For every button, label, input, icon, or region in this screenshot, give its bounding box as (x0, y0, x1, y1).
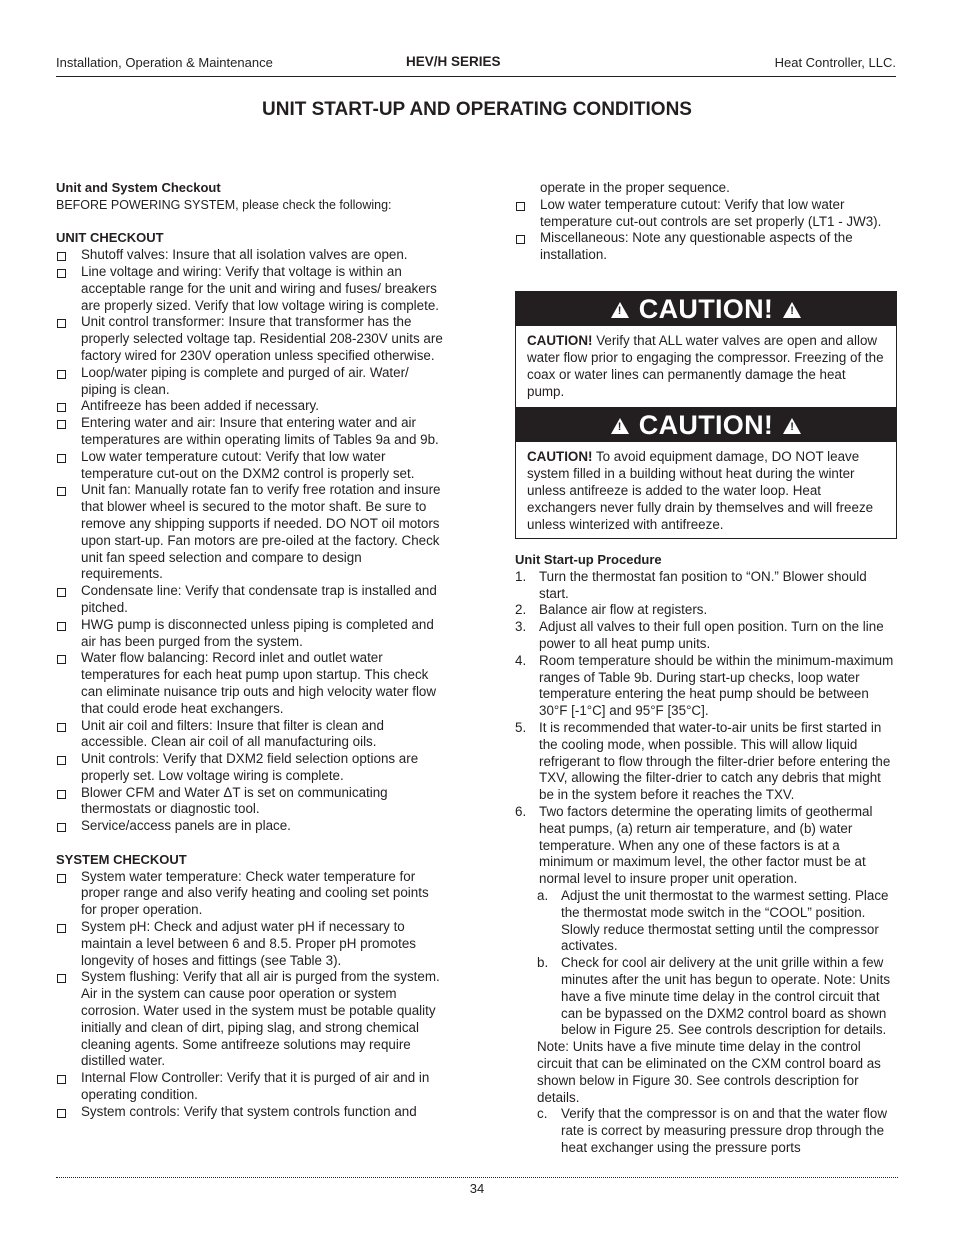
footer-rule (56, 1177, 898, 1178)
checklist-item: System flushing: Verify that all air is purged from the system. Air in the system can cause poor operation or system corrosion. Water used in the system must be potable quality initially and clean of dirt, piping slag, and strong chemical cleaning agents. Some antifreeze solutions may require distilled water. (56, 969, 444, 1070)
caution-lead: CAUTION! (527, 449, 593, 464)
caution-box (515, 407, 897, 539)
right-column-procedure (515, 552, 896, 1157)
caution-banner (516, 292, 896, 326)
caution-lead: CAUTION! (527, 333, 593, 348)
header-left: Installation, Operation & Maintenance (56, 55, 273, 70)
page-title: UNIT START-UP AND OPERATING CONDITIONS (262, 99, 692, 120)
checklist-item: Water flow balancing: Record inlet and outlet water temperatures for each heat pump upon startup. This check can eliminate nuisance trip outs and high velocity water flow that could erode heat exchangers. (56, 650, 444, 717)
left-column (56, 180, 444, 1121)
procedure-step: 2. Balance air flow at registers. (515, 602, 708, 618)
checklist-item: Low water temperature cutout: Verify that low water temperature cut-out on the DXM2 control is properly set. (56, 449, 444, 483)
page-number: 34 (469, 1181, 485, 1196)
checklist-item: Unit fan: Manually rotate fan to verify free rotation and insure that blower wheel is secured to the motor shaft. Be sure to remove any shipping supports if needed. DO NOT oil motors upon start-up. Fan motors are pre-oiled at the factory. Check unit fan speed selection and compare to design requirements. (56, 482, 444, 583)
system-checkout-list-cont (515, 197, 896, 264)
procedure-heading: Unit Start-up Procedure (515, 552, 662, 567)
checklist-item: Loop/water piping is complete and purged of air. Water/ piping is clean. (56, 365, 444, 399)
caution-banner (516, 408, 896, 442)
caution-banner-text: CAUTION! (638, 409, 774, 440)
unit-checkout-heading: UNIT CHECKOUT (56, 230, 164, 246)
warning-triangle-icon (783, 418, 801, 434)
system-checkout-list (56, 869, 444, 1121)
warning-triangle-icon (611, 418, 629, 434)
caution-box (515, 291, 897, 408)
checkout-heading: Unit and System Checkout (56, 180, 221, 195)
checklist-item: Unit controls: Verify that DXM2 field selection options are properly set. Low voltage wiring is complete. (56, 751, 444, 785)
checklist-item: System controls: Verify that system controls function and (56, 1104, 444, 1121)
warning-triangle-icon (611, 302, 629, 318)
checklist-item: Service/access panels are in place. (56, 818, 444, 835)
caution-banner-text: CAUTION! (638, 293, 774, 324)
header-center: HEV/H SERIES (406, 54, 501, 69)
checklist-item: Antifreeze has been added if necessary. (56, 398, 444, 415)
procedure-steps (515, 569, 896, 888)
procedure-substeps (515, 1106, 896, 1156)
checklist-item: System water temperature: Check water temperature for proper range and also verify heating and cooling set points for proper operation. (56, 869, 444, 919)
checklist-item: Low water temperature cutout: Verify that low water temperature cut-out controls are set properly (LT1 - JW3). (515, 197, 896, 231)
procedure-substep: c. Verify that the compressor is on and that the water flow rate is correct by measuring pressure drop through the heat exchanger using the pressure ports (537, 1106, 888, 1155)
unit-checkout-list (56, 247, 444, 835)
checklist-item: System pH: Check and adjust water pH if necessary to maintain a level between 6 and 8.5. Proper pH promotes longevity of hoses and fittings (see Table 3). (56, 919, 444, 969)
checklist-item: Shutoff valves: Insure that all isolation valves are open. (56, 247, 444, 264)
checklist-item: Blower CFM and Water ΔT is set on communicating thermostats or diagnostic tool. (56, 785, 444, 819)
procedure-substeps (515, 888, 896, 1039)
caution-body: To avoid equipment damage, DO NOT leave system filled in a building without heat during the winter unless antifreeze is added to the water loop. Heat exchangers never fully drain by themselves and will freeze unless winterized with antifreeze. (527, 449, 874, 532)
checklist-item: Line voltage and wiring: Verify that voltage is within an acceptable range for the unit and wiring and fuses/ breakers are properly sized. Verify that low voltage wiring is complete. (56, 264, 444, 314)
checklist-item: Internal Flow Controller: Verify that it is purged of air and in operating condition. (56, 1070, 444, 1104)
procedure-step: 1. Turn the thermostat fan position to “ON.” Blower should start. (515, 568, 867, 601)
continuation-text: operate in the proper sequence. (540, 180, 730, 195)
page-header (56, 52, 896, 77)
header-right: Heat Controller, LLC. (774, 55, 896, 70)
checklist-item: Miscellaneous: Note any questionable aspects of the installation. (515, 230, 896, 264)
procedure-step: 5. It is recommended that water-to-air units be first started in the cooling mode, when possible. This will allow liquid refrigerant to flow through the filter-drier before entering the TXV, allowing the filter-drier to catch any debris that might be in the system before it reaches the TXV. (515, 719, 891, 803)
procedure-substep: a. Adjust the unit thermostat to the warmest setting. Place the thermostat mode switch in the “COOL” position. Slowly reduce thermostat setting until the compressor activates. (537, 887, 889, 954)
system-checkout-heading: SYSTEM CHECKOUT (56, 851, 187, 867)
checklist-item: Entering water and air: Insure that entering water and air temperatures are within operating limits of Tables 9a and 9b. (56, 415, 444, 449)
procedure-step: 3. Adjust all valves to their full open position. Turn on the line power to all heat pump units. (515, 619, 884, 651)
checklist-item: Unit air coil and filters: Insure that filter is clean and accessible. Clean air coil of all manufacturing oils. (56, 718, 444, 752)
procedure-step: 6. Two factors determine the operating limits of geothermal heat pumps, (a) return air temperature, and (b) water temperature. When any one of these factors is at a minimum or maximum level, the other factor must be at normal level to insure proper unit operation. (515, 803, 873, 887)
caution-text (516, 442, 896, 539)
caution-body: Verify that ALL water valves are open and allow water flow prior to engaging the compressor. Freezing of the coax or water lines can permanently damage the heat pump. (527, 333, 884, 399)
caution-text (516, 326, 896, 406)
checkout-intro: BEFORE POWERING SYSTEM, please check the following: (56, 197, 392, 212)
procedure-substep: b. Check for cool air delivery at the unit grille within a few minutes after the unit has begun to operate. Note: Units have a five minute time delay in the control circuit that can be bypassed on the DXM2 control board as shown below in Figure 25. See controls description for details. (537, 955, 891, 1038)
right-column-top (515, 180, 896, 280)
checklist-item: Condensate line: Verify that condensate trap is installed and pitched. (56, 583, 444, 617)
warning-triangle-icon (783, 302, 801, 318)
procedure-step: 4. Room temperature should be within the minimum-maximum ranges of Table 9b. During start-up checks, loop water temperature entering the heat pump should be between 30°F [-1°C] and 95°F [35°C]. (515, 652, 894, 719)
checklist-item: HWG pump is disconnected unless piping is completed and air has been purged from the system. (56, 617, 444, 651)
procedure-note: Note: Units have a five minute time delay in the control circuit that can be eliminated on the CXM control board as shown below in Figure 30. See controls description for details. (537, 1039, 881, 1105)
checklist-item: Unit control transformer: Insure that transformer has the properly selected voltage tap. Residential 208-230V units are factory wired for 230V operation unless specified otherwise. (56, 314, 444, 364)
